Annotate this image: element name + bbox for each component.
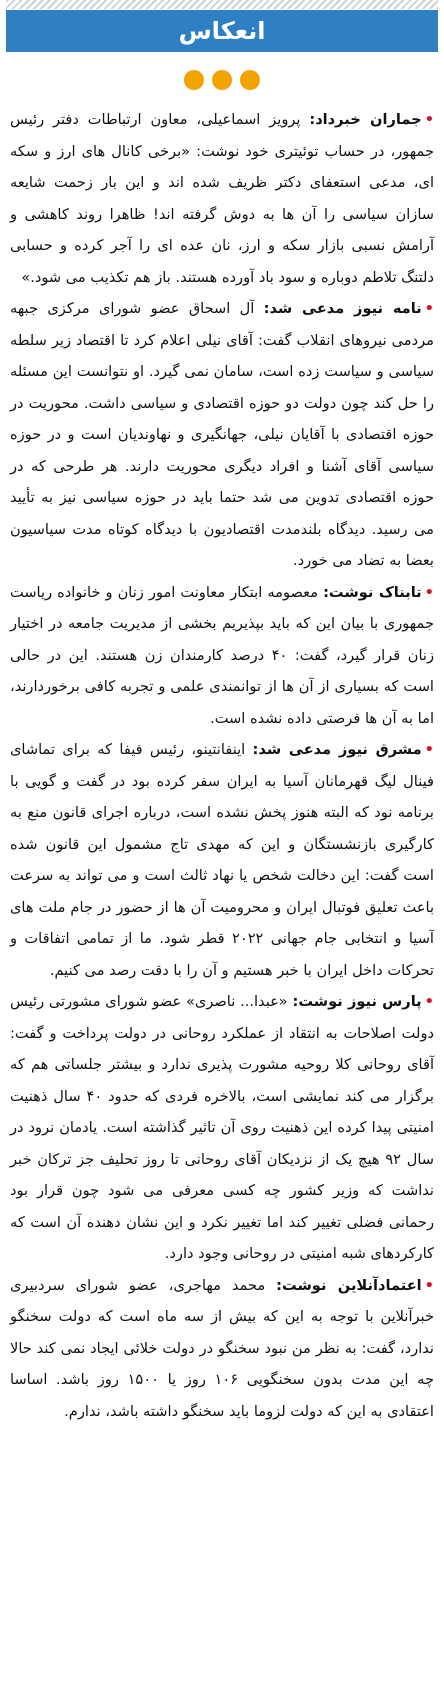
bullet-icon: • — [424, 583, 434, 601]
news-source: جماران خبرداد: — [309, 111, 422, 128]
news-source: تابناک نوشت: — [323, 583, 422, 601]
top-hatched-rule — [6, 0, 438, 9]
news-source: مشرق نیوز مدعی شد: — [252, 741, 422, 758]
section-header — [6, 10, 438, 52]
bullet-icon: • — [424, 1276, 434, 1294]
news-item — [10, 986, 434, 1270]
news-source: اعتمادآنلاین نوشت: — [276, 1276, 422, 1294]
dot-icon — [240, 70, 260, 90]
news-text: معصومه ابتکار معاونت امور زنان و خانواده ریاست جمهوری با بیان این که باید بپذیریم بخشی از مدیریت جامعه در اختیار زنان قرار گیرد، گفت: ۴۰ درصد کارمندان زن هستند. این در حالی است که بسیاری از آن ها از توانمندی علمی و تجربه کافی برخوردارند، اما به آن ها فرصتی داده نشده است. — [10, 583, 434, 727]
dot-icon — [184, 70, 204, 90]
news-item — [10, 293, 434, 577]
news-text: اینفانتینو، رئیس فیفا که برای تماشای فینال لیگ قهرمانان آسیا به ایران سفر کرده بود در گفت و گویی با برنامه نود که البته هنوز پخش نشده است، درباره اجرای قانون منع به کارگیری بازنشستگان و این که مهدی تاج مشمول این قانون شده است گفت: این دخالت شخص یا نهاد ثالث است و می تواند به سرعت باعث تعلیق فوتبال ایران و محرومیت آن ها از حضور در جام ملت های آسیا و انتخابی جام جهانی ۲۰۲۲ قطر شود. ما از تمامی اتفاقات و تحرکات داخل ایران با خبر هستیم و آن را با دقت رصد می کنیم. — [10, 741, 434, 979]
bullet-icon: • — [424, 741, 434, 758]
dot-icon — [212, 70, 232, 90]
news-column — [10, 104, 434, 1427]
news-source: پارس نیوز نوشت: — [292, 993, 422, 1010]
bullet-icon: • — [424, 993, 434, 1010]
news-source: نامه نیوز مدعی شد: — [263, 300, 422, 317]
bullet-icon: • — [424, 111, 435, 128]
decorative-dots — [0, 70, 444, 92]
section-title: انعکاس — [178, 17, 266, 45]
news-item — [10, 577, 434, 735]
news-item — [10, 734, 434, 986]
news-text: پرویز اسماعیلی، معاون ارتباطات دفتر رئیس جمهور، در حساب توئیتری خود نوشت: «برخی کانال های ارز و سکه ای، مدعی استعفای دکتر ظریف شده اند و این بار زحمت شایعه سازان سیاسی را آن ها به دوش گرفته اند! ظاهرا روند کاهشی و آرامش نسبی بازار سکه و ارز، نان عده ای را آجر کرده و حسابی دلتنگ تلاطم دوباره و سود باد آورده هستند. باز هم تکذیب می شود.» — [10, 111, 434, 286]
news-item — [10, 1270, 434, 1428]
news-text: آل اسحاق عضو شورای مرکزی جبهه مردمی نیروهای انقلاب گفت: آقای نیلی اعلام کرد تا اقتصاد زیر سلطه سیاسی و سیاست زده است، سامان نمی گیرد. او نتوانست این مسئله را حل کند چون دولت دو حوزه اقتصادی و سیاسی داشت. محوریت در حوزه اقتصادی با آقایان نیلی، جهانگیری و نهاوندیان است و در حوزه سیاسی آقای آشنا و افراد دیگری محوریت دارند. هر طرحی که در حوزه اقتصادی تدوین می شد حتما باید در حوزه سیاسی نیز به تأیید می رسید. دیدگاه بلندمدت اقتصادیون با دیدگاه کوتاه مدت سیاسیون بعضا به تضاد می خورد. — [10, 300, 434, 569]
news-text: «عبدا... ناصری» عضو شورای مشورتی رئیس دولت اصلاحات به انتقاد از عملکرد روحانی در دولت پرداخت و گفت: آقای روحانی کلا روحیه مشورت پذیری ندارد و بیشتر جلساتی هم که برگزار می کند نمایشی است، بالاخره فردی که حدود ۴۰ سال ذهنیت امنیتی پیدا کرده این ذهنیت روی آن تاثیر گذاشته است. یادمان نرود در سال ۹۲ هیچ یک از نزدیکان آقای روحانی تا روز تحلیف جز ترکان خبر نداشت که وزیر کشور چه کسی معرفی می شود چون قرار بود رحمانی فضلی تغییر کند اما تغییر نکرد و این نشان دهنده آن است که کارکردهای شبه امنیتی در روحانی وجود دارد. — [10, 993, 435, 1262]
news-text: محمد مهاجری، عضو شورای سردبیری خبرآنلاین با توجه به این که بیش از سه ماه است که دولت سخنگو ندارد، گفت: به نظر من نبود سخنگو در دولت خلائی ایجاد نمی کند حالا چه این مدت بدون سخنگویی ۱۰۶ روز یا ۱۵۰۰ روز باشد. اساسا اعتقادی به این که دولت لزوما باید سخنگو داشته باشد، ندارم. — [10, 1276, 434, 1420]
news-item — [10, 104, 434, 293]
bullet-icon: • — [424, 300, 434, 317]
